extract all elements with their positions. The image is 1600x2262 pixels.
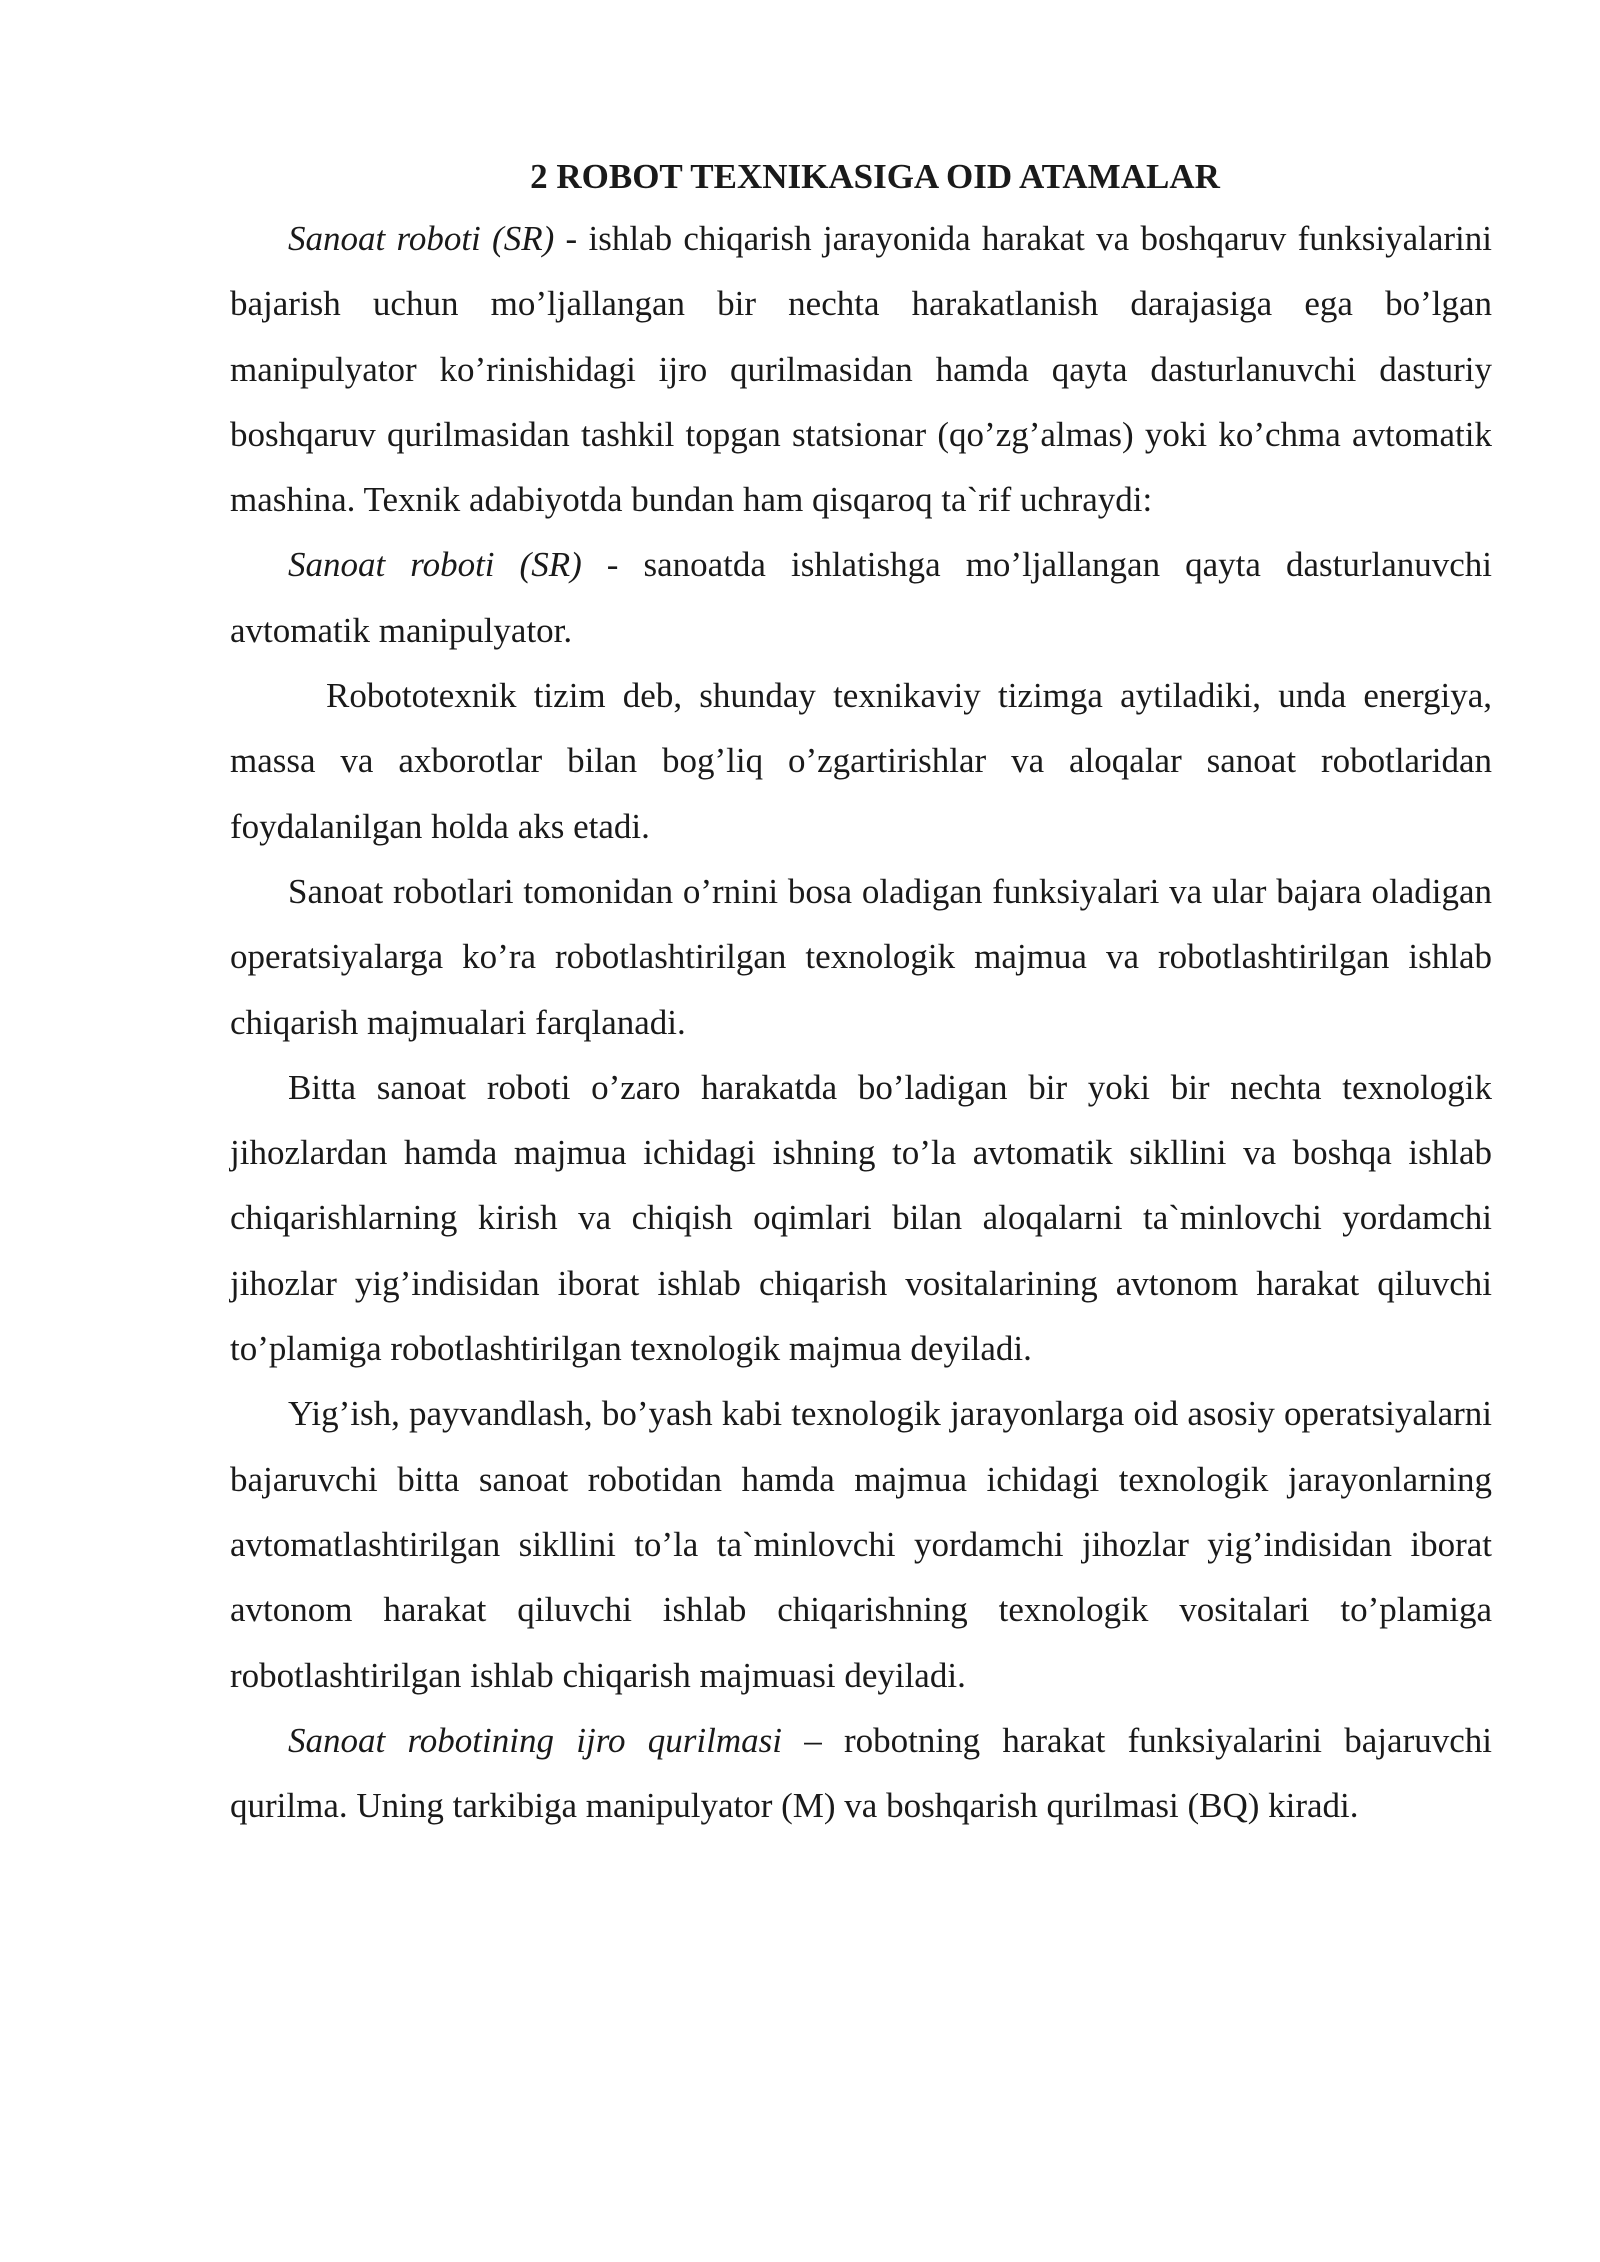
paragraph-text: Robototexnik tizim deb, shunday texnikaviy tizimga aytiladiki, unda energiya, massa va axborotlar bilan bog’liq o’zgartirishlar va aloqalar sanoat robotlaridan foydalanilgan holda aks etadi. [230,676,1492,846]
paragraph-ijro-qurilmasi [230,1708,1492,1839]
document-title: 2 ROBOT TEXNIKASIGA OID ATAMALAR [530,157,1220,196]
term-ijro-qurilmasi: Sanoat robotining ijro qurilmasi [288,1720,782,1760]
paragraph-text: Bitta sanoat roboti o’zaro harakatda bo’ladigan bir yoki bir nechta texnologik jihozlardan hamda majmua ichidagi ishning to’la avtomatik sikllini va boshqa ishlab chiqarishlarning kirish va chiqish oqimlari bilan aloqalarni ta`minlovchi yordamchi jihozlar yig’indisidan iborat ishlab chiqarish vositalarining avtonom harakat qiluvchi to’plamiga robotlashtirilgan texnologik majmua deyiladi. [230,1067,1492,1369]
paragraph-robototexnik-tizim [230,663,1492,859]
term-sanoat-roboti: Sanoat roboti (SR) [288,219,555,258]
paragraph-text: Yig’ish, payvandlash, bo’yash kabi texnologik jarayonlarga oid asosiy operatsiyalarni bajaruvchi bitta sanoat robotidan hamda majmua ichidagi texnologik jarayonlarning avtomatlashtirilgan sikllini to’la ta`minlovchi yordamchi jihozlar yig’indisidan iborat avtonom harakat qiluvchi ishlab chiqarishning texnologik vositalari to’plamiga robotlashtirilgan ishlab chiqarish majmuasi deyiladi. [230,1394,1492,1695]
document-page [230,148,1492,1838]
paragraph-definition-sr [230,206,1492,532]
paragraph-ishlab-chiqarish-majmuasi [230,1381,1492,1707]
paragraph-majmua-farqlari [230,859,1492,1055]
paragraph-text: Sanoat robotlari tomonidan o’rnini bosa oladigan funksiyalari va ular bajara oladigan operatsiyalarga ko’ra robotlashtirilgan texnologik majmua va robotlashtirilgan ishlab chiqarish majmualari farqlanadi. [230,871,1492,1042]
paragraph-definition-sr-short [230,532,1492,663]
paragraph-text: - ishlab chiqarish jarayonida harakat va boshqaruv funksiyalarini bajarish uchun mo’ljallangan bir nechta harakatlanish darajasiga ega bo’lgan manipulyator ko’rinishidagi ijro qurilmasidan hamda qayta dasturlanuvchi dasturiy boshqaruv qurilmasidan tashkil topgan statsionar (qo’zg’almas) yoki ko’chma avtomatik mashina. Texnik adabiyotda bundan ham qisqaroq ta`rif uchraydi: [230,219,1492,520]
paragraph-text: – robotning harakat funksiyalarini bajaruvchi qurilma. Uning tarkibiga manipulyator (M) va boshqarish qurilmasi (BQ) kiradi. [230,1720,1492,1826]
paragraph-text: - sanoatda ishlatishga mo’ljallangan qayta dasturlanuvchi avtomatik manipulyator. [230,545,1493,650]
paragraph-texnologik-majmua [230,1055,1492,1381]
term-sanoat-roboti: Sanoat roboti (SR) [288,545,582,585]
